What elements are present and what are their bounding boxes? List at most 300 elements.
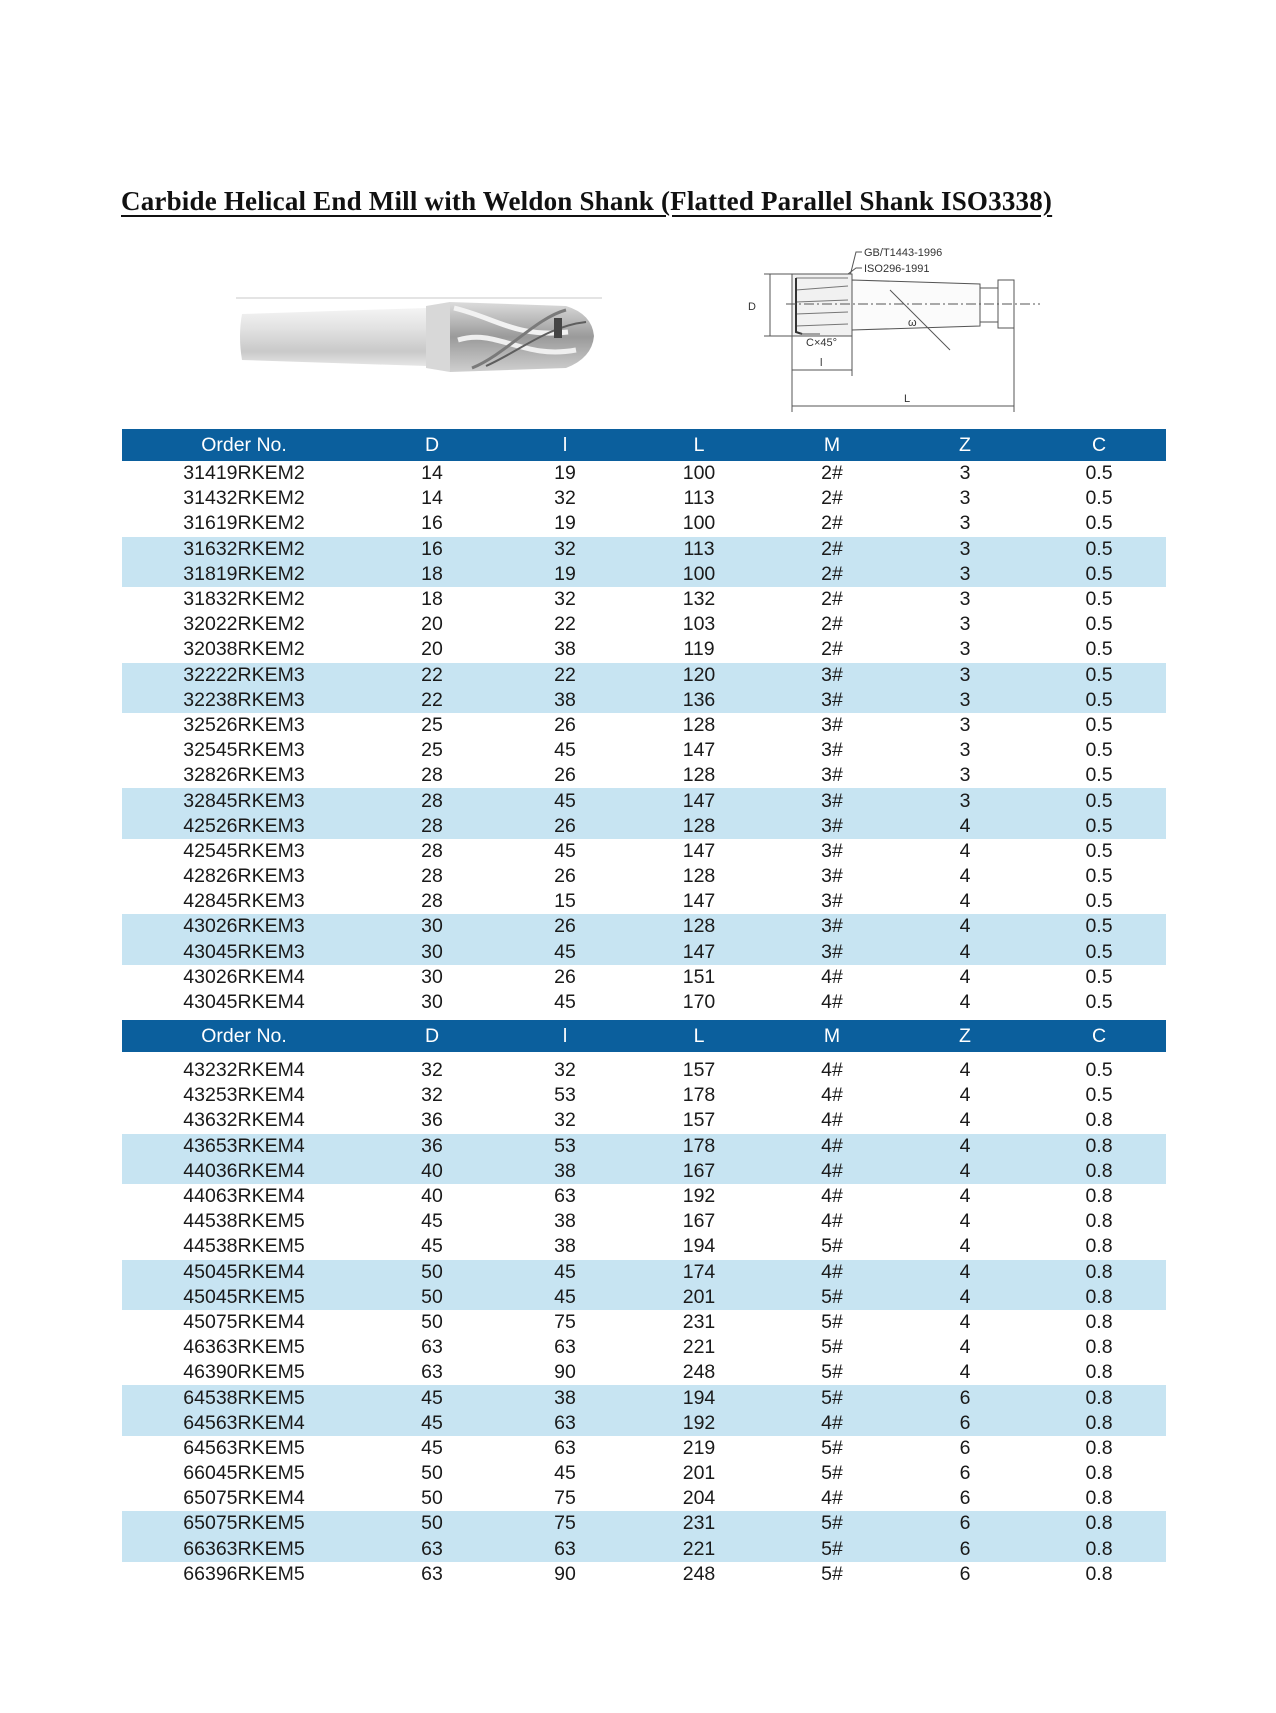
z-cell: 3 [959, 613, 971, 636]
order-no-cell: 43026RKEM4 [183, 965, 305, 988]
table-row [122, 839, 1166, 864]
table-row [122, 1486, 1166, 1511]
order-no-cell: 43632RKEM4 [183, 1109, 305, 1132]
total-length-cell: 167 [632, 1159, 766, 1184]
d-cell: 50 [366, 1511, 498, 1536]
total-length-cell: 174 [632, 1260, 766, 1285]
z-cell: 4 [959, 890, 971, 913]
d-cell: 45 [366, 1385, 498, 1410]
table-row [122, 1310, 1166, 1335]
z-cell: 3 [959, 713, 971, 736]
dimension-d-label: D [748, 301, 756, 313]
c-cell: 0.5 [1085, 890, 1113, 913]
z-cell: 3 [898, 688, 1032, 713]
total-length-cell: 201 [682, 1462, 716, 1485]
standard-label-2: ISO296-1991 [864, 263, 930, 275]
m-cell: 2# [766, 537, 898, 562]
standard-label-1: GB/T1443-1996 [864, 247, 943, 259]
header-order-no: Order No. [122, 1020, 366, 1052]
z-cell: 6 [959, 1436, 971, 1459]
d-cell: 22 [366, 663, 498, 688]
m-cell: 4# [821, 1487, 843, 1510]
z-cell: 6 [959, 1562, 971, 1585]
order-no-cell: 42545RKEM3 [183, 839, 305, 862]
l-cell: 22 [498, 663, 632, 688]
z-cell: 3 [898, 663, 1032, 688]
order-no-cell: 43253RKEM4 [183, 1084, 305, 1107]
m-cell: 4# [821, 1059, 843, 1082]
c-cell: 0.8 [1032, 1260, 1166, 1285]
c-cell: 0.8 [1032, 1285, 1166, 1310]
total-length-cell: 119 [683, 638, 715, 661]
l-cell: 26 [554, 713, 576, 736]
l-cell: 26 [498, 914, 632, 939]
m-cell: 4# [821, 965, 843, 988]
d-cell: 28 [366, 788, 498, 813]
l-cell: 26 [554, 865, 576, 888]
l-cell: 45 [498, 1260, 632, 1285]
table-row [122, 763, 1166, 788]
m-cell: 4# [766, 1411, 898, 1436]
z-cell: 4 [898, 940, 1032, 965]
total-length-cell: 248 [682, 1361, 716, 1384]
table-row [122, 1234, 1166, 1259]
order-no-cell: 44036RKEM4 [122, 1159, 366, 1184]
c-cell: 0.5 [1085, 713, 1113, 736]
z-cell: 4 [959, 1109, 971, 1132]
order-no-cell: 31419RKEM2 [183, 462, 305, 485]
order-no-cell: 44538RKEM5 [183, 1235, 305, 1258]
total-length-cell: 192 [632, 1411, 766, 1436]
z-cell: 4 [959, 839, 971, 862]
d-cell: 28 [421, 890, 443, 913]
l-cell: 38 [498, 1159, 632, 1184]
order-no-cell: 32022RKEM2 [183, 613, 305, 636]
c-cell: 0.5 [1085, 739, 1113, 762]
d-cell: 50 [366, 1285, 498, 1310]
d-cell: 63 [421, 1336, 443, 1359]
l-cell: 63 [554, 1436, 576, 1459]
table-row [122, 814, 1166, 839]
l-cell: 63 [554, 1336, 576, 1359]
l-cell: 45 [554, 1462, 576, 1485]
dimension-l-label: l [820, 357, 823, 369]
d-cell: 18 [421, 588, 443, 611]
m-cell: 3# [766, 663, 898, 688]
d-cell: 63 [421, 1562, 443, 1585]
table-row [122, 663, 1166, 688]
c-cell: 0.5 [1085, 638, 1113, 661]
order-no-cell: 43232RKEM4 [183, 1059, 305, 1082]
c-cell: 0.8 [1085, 1336, 1113, 1359]
order-no-cell: 43045RKEM4 [183, 991, 305, 1014]
l-cell: 90 [554, 1562, 576, 1585]
m-cell: 3# [821, 764, 843, 787]
table-header-row [122, 1020, 1166, 1052]
total-length-cell: 147 [632, 788, 766, 813]
header-z: Z [898, 1020, 1032, 1052]
z-cell: 4 [959, 1084, 971, 1107]
d-cell: 20 [421, 613, 443, 636]
table-row [122, 1209, 1166, 1234]
d-cell: 30 [366, 914, 498, 939]
m-cell: 3# [821, 865, 843, 888]
c-cell: 0.5 [1085, 1084, 1113, 1107]
total-length-cell: 113 [632, 537, 766, 562]
m-cell: 3# [766, 814, 898, 839]
order-no-cell: 32826RKEM3 [183, 764, 305, 787]
table-row [122, 889, 1166, 914]
table-row [122, 940, 1166, 965]
z-cell: 3 [959, 588, 971, 611]
table-row [122, 1385, 1166, 1410]
m-cell: 5# [821, 1310, 843, 1333]
l-cell: 38 [554, 638, 576, 661]
z-cell: 4 [959, 1336, 971, 1359]
m-cell: 4# [821, 991, 843, 1014]
d-cell: 28 [366, 814, 498, 839]
d-cell: 16 [421, 512, 443, 535]
c-cell: 0.5 [1032, 914, 1166, 939]
m-cell: 2# [821, 588, 843, 611]
z-cell: 4 [898, 814, 1032, 839]
total-length-cell: 170 [682, 991, 716, 1014]
header-c: C [1032, 1020, 1166, 1052]
c-cell: 0.5 [1032, 788, 1166, 813]
d-cell: 40 [366, 1159, 498, 1184]
d-cell: 50 [421, 1462, 443, 1485]
table-row [122, 587, 1166, 612]
m-cell: 2# [821, 462, 843, 485]
total-length-cell: 178 [682, 1084, 716, 1107]
total-length-cell: 178 [632, 1134, 766, 1159]
c-cell: 0.8 [1085, 1310, 1113, 1333]
l-cell: 75 [554, 1310, 576, 1333]
table-row [122, 1360, 1166, 1385]
table-row [122, 1134, 1166, 1159]
z-cell: 6 [898, 1411, 1032, 1436]
page-title: Carbide Helical End Mill with Weldon Shank (Flatted Parallel Shank ISO3338) [121, 186, 1053, 216]
c-cell: 0.5 [1085, 764, 1113, 787]
header-total-length: L [632, 1020, 766, 1052]
total-length-cell: 100 [682, 512, 716, 535]
d-cell: 28 [421, 865, 443, 888]
header-z: Z [898, 429, 1032, 461]
d-cell: 16 [366, 537, 498, 562]
total-length-cell: 147 [682, 839, 716, 862]
d-cell: 30 [366, 940, 498, 965]
total-length-cell: 151 [682, 965, 716, 988]
order-no-cell: 31832RKEM2 [183, 588, 305, 611]
technical-drawing [740, 236, 1070, 412]
order-no-cell: 32038RKEM2 [183, 638, 305, 661]
order-no-cell: 42826RKEM3 [183, 865, 305, 888]
m-cell: 4# [766, 1134, 898, 1159]
m-cell: 5# [766, 1285, 898, 1310]
table-row [122, 1562, 1166, 1587]
table-row [122, 486, 1166, 511]
spec-table-2 [122, 1020, 1166, 1587]
z-cell: 4 [898, 914, 1032, 939]
z-cell: 6 [959, 1487, 971, 1510]
total-length-cell: 147 [632, 940, 766, 965]
d-cell: 45 [366, 1411, 498, 1436]
total-length-cell: 194 [682, 1235, 716, 1258]
order-no-cell: 46363RKEM5 [183, 1336, 305, 1359]
l-cell: 32 [554, 1109, 576, 1132]
z-cell: 4 [959, 1361, 971, 1384]
total-length-cell: 128 [632, 814, 766, 839]
table-row [122, 1411, 1166, 1436]
m-cell: 4# [821, 1109, 843, 1132]
table-row [122, 1184, 1166, 1209]
d-cell: 63 [366, 1537, 498, 1562]
order-no-cell: 31819RKEM2 [122, 562, 366, 587]
m-cell: 5# [766, 1385, 898, 1410]
table-row [122, 1260, 1166, 1285]
c-cell: 0.5 [1032, 562, 1166, 587]
z-cell: 4 [959, 991, 971, 1014]
m-cell: 4# [821, 1185, 843, 1208]
z-cell: 4 [898, 1285, 1032, 1310]
d-cell: 25 [421, 739, 443, 762]
m-cell: 5# [821, 1336, 843, 1359]
l-cell: 38 [498, 1385, 632, 1410]
m-cell: 2# [821, 638, 843, 661]
l-cell: 45 [498, 1285, 632, 1310]
l-cell: 45 [554, 991, 576, 1014]
helix-angle-label: ω [908, 317, 917, 329]
m-cell: 5# [821, 1361, 843, 1384]
z-cell: 6 [898, 1537, 1032, 1562]
d-cell: 32 [421, 1059, 443, 1082]
total-length-cell: 100 [632, 562, 766, 587]
l-cell: 63 [498, 1537, 632, 1562]
d-cell: 40 [421, 1185, 443, 1208]
order-no-cell: 32845RKEM3 [122, 788, 366, 813]
l-cell: 32 [554, 588, 576, 611]
l-cell: 26 [554, 965, 576, 988]
order-no-cell: 42845RKEM3 [183, 890, 305, 913]
z-cell: 3 [959, 638, 971, 661]
l-cell: 38 [554, 1235, 576, 1258]
c-cell: 0.8 [1085, 1109, 1113, 1132]
z-cell: 4 [898, 1159, 1032, 1184]
total-length-cell: 204 [682, 1487, 716, 1510]
z-cell: 4 [959, 1185, 971, 1208]
total-length-cell: 157 [682, 1109, 716, 1132]
c-cell: 0.5 [1085, 487, 1113, 510]
d-cell: 28 [421, 839, 443, 862]
c-cell: 0.5 [1085, 1059, 1113, 1082]
header-c: C [1032, 429, 1166, 461]
c-cell: 0.5 [1032, 663, 1166, 688]
order-no-cell: 44538RKEM5 [183, 1210, 305, 1233]
c-cell: 0.8 [1032, 1134, 1166, 1159]
l-cell: 19 [554, 512, 576, 535]
z-cell: 4 [898, 1134, 1032, 1159]
order-no-cell: 65075RKEM4 [183, 1487, 305, 1510]
l-cell: 45 [498, 788, 632, 813]
table-row [122, 864, 1166, 889]
table-row [122, 461, 1166, 486]
l-cell: 32 [554, 487, 576, 510]
z-cell: 3 [898, 537, 1032, 562]
table-row [122, 562, 1166, 587]
table-row [122, 1083, 1166, 1108]
c-cell: 0.5 [1032, 814, 1166, 839]
order-no-cell: 43653RKEM4 [122, 1134, 366, 1159]
order-no-cell: 64563RKEM5 [183, 1436, 305, 1459]
table-row [122, 688, 1166, 713]
l-cell: 63 [554, 1185, 576, 1208]
d-cell: 22 [366, 688, 498, 713]
l-cell: 90 [554, 1361, 576, 1384]
c-cell: 0.8 [1085, 1462, 1113, 1485]
header-m: M [766, 1020, 898, 1052]
m-cell: 2# [821, 512, 843, 535]
table-row [122, 965, 1166, 990]
l-cell: 75 [498, 1511, 632, 1536]
d-cell: 30 [421, 965, 443, 988]
table-row [122, 1335, 1166, 1360]
c-cell: 0.5 [1085, 613, 1113, 636]
c-cell: 0.8 [1085, 1210, 1113, 1233]
order-no-cell: 43026RKEM3 [122, 914, 366, 939]
table-row [122, 1436, 1166, 1461]
order-no-cell: 32545RKEM3 [183, 739, 305, 762]
z-cell: 3 [898, 788, 1032, 813]
end-mill-photo [236, 288, 604, 380]
order-no-cell: 65075RKEM5 [122, 1511, 366, 1536]
header-l: l [498, 429, 632, 461]
l-cell: 63 [498, 1411, 632, 1436]
total-length-cell: 219 [682, 1436, 716, 1459]
table-row [122, 1159, 1166, 1184]
l-cell: 32 [554, 1059, 576, 1082]
total-length-cell: 221 [682, 1336, 716, 1359]
m-cell: 3# [766, 688, 898, 713]
total-length-cell: 147 [682, 890, 716, 913]
m-cell: 3# [821, 839, 843, 862]
c-cell: 0.5 [1085, 588, 1113, 611]
table-row [122, 1285, 1166, 1310]
l-cell: 45 [554, 739, 576, 762]
m-cell: 5# [766, 1537, 898, 1562]
z-cell: 4 [959, 1235, 971, 1258]
table-row [122, 788, 1166, 813]
z-cell: 3 [959, 512, 971, 535]
c-cell: 0.8 [1085, 1361, 1113, 1384]
chamfer-label: C×45° [806, 337, 838, 349]
m-cell: 5# [821, 1235, 843, 1258]
total-length-cell: 157 [682, 1059, 716, 1082]
d-cell: 36 [366, 1134, 498, 1159]
c-cell: 0.8 [1032, 1159, 1166, 1184]
total-length-cell: 100 [682, 462, 716, 485]
l-cell: 19 [498, 562, 632, 587]
order-no-cell: 66396RKEM5 [183, 1562, 305, 1585]
table-row [122, 511, 1166, 536]
z-cell: 3 [959, 487, 971, 510]
c-cell: 0.5 [1085, 512, 1113, 535]
l-cell: 75 [554, 1487, 576, 1510]
z-cell: 4 [959, 1210, 971, 1233]
d-cell: 25 [421, 713, 443, 736]
z-cell: 3 [959, 764, 971, 787]
total-length-cell: 132 [682, 588, 716, 611]
total-length-cell: 192 [682, 1185, 716, 1208]
m-cell: 3# [766, 940, 898, 965]
table-row [122, 637, 1166, 662]
total-length-cell: 248 [682, 1562, 716, 1585]
total-length-cell: 113 [683, 487, 715, 510]
c-cell: 0.5 [1085, 839, 1113, 862]
m-cell: 4# [766, 1260, 898, 1285]
table-row [122, 1058, 1166, 1083]
z-cell: 3 [959, 739, 971, 762]
m-cell: 2# [821, 487, 843, 510]
total-length-cell: 128 [632, 914, 766, 939]
table-row [122, 1511, 1166, 1536]
c-cell: 0.8 [1085, 1185, 1113, 1208]
z-cell: 3 [898, 562, 1032, 587]
header-total-length: L [632, 429, 766, 461]
l-cell: 22 [554, 613, 576, 636]
table-row [122, 1537, 1166, 1562]
total-length-cell: 231 [632, 1511, 766, 1536]
d-cell: 20 [421, 638, 443, 661]
header-d: D [366, 1020, 498, 1052]
l-cell: 38 [554, 1210, 576, 1233]
header-order-no: Order No. [122, 429, 366, 461]
m-cell: 3# [766, 788, 898, 813]
d-cell: 14 [421, 487, 443, 510]
c-cell: 0.8 [1032, 1411, 1166, 1436]
d-cell: 18 [366, 562, 498, 587]
total-length-cell: 194 [632, 1385, 766, 1410]
order-no-cell: 46390RKEM5 [183, 1361, 305, 1384]
d-cell: 36 [421, 1109, 443, 1132]
d-cell: 45 [421, 1210, 443, 1233]
table-row [122, 914, 1166, 939]
order-no-cell: 32222RKEM3 [122, 663, 366, 688]
order-no-cell: 64538RKEM5 [122, 1385, 366, 1410]
m-cell: 4# [766, 1159, 898, 1184]
table-row [122, 537, 1166, 562]
spec-table-1 [122, 429, 1166, 1015]
table-row [122, 990, 1166, 1015]
order-no-cell: 44063RKEM4 [183, 1185, 305, 1208]
d-cell: 63 [421, 1361, 443, 1384]
order-no-cell: 45045RKEM5 [122, 1285, 366, 1310]
order-no-cell: 66363RKEM5 [122, 1537, 366, 1562]
m-cell: 2# [821, 613, 843, 636]
c-cell: 0.5 [1032, 688, 1166, 713]
c-cell: 0.5 [1085, 965, 1113, 988]
z-cell: 6 [898, 1385, 1032, 1410]
header-m: M [766, 429, 898, 461]
l-cell: 53 [554, 1084, 576, 1107]
total-length-cell: 201 [632, 1285, 766, 1310]
d-cell: 14 [421, 462, 443, 485]
d-cell: 30 [421, 991, 443, 1014]
m-cell: 3# [821, 739, 843, 762]
l-cell: 26 [498, 814, 632, 839]
m-cell: 5# [766, 1511, 898, 1536]
header-d: D [366, 429, 498, 461]
c-cell: 0.5 [1085, 462, 1113, 485]
